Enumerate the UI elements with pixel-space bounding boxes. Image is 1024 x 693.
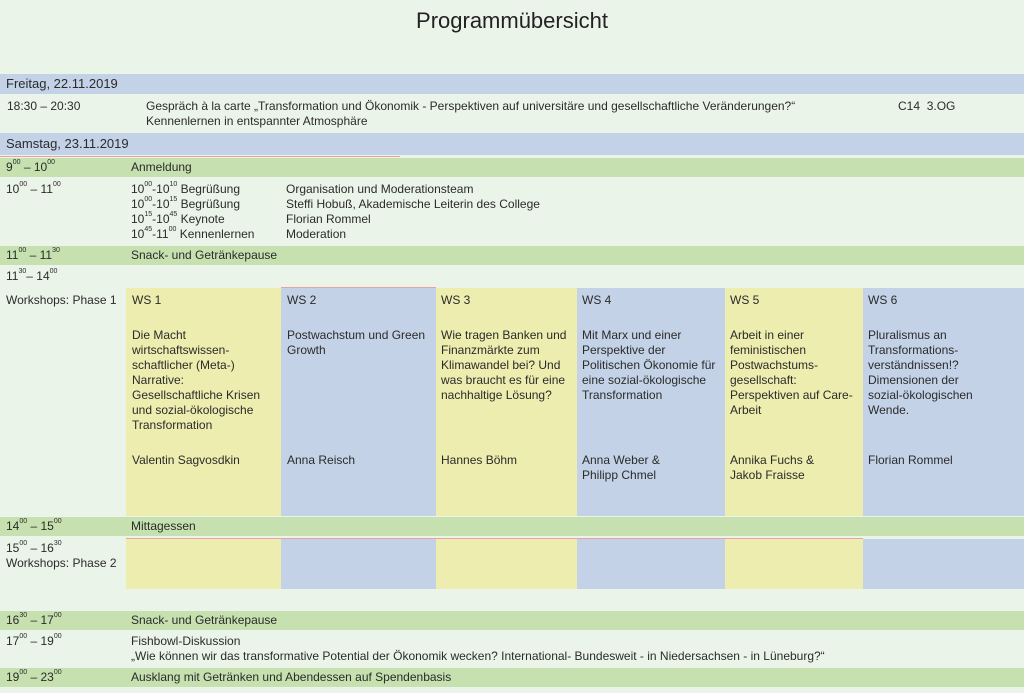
day-header-friday	[0, 74, 1024, 94]
room-number: C14	[898, 99, 921, 113]
workshop-id: WS 6	[868, 293, 898, 307]
workshop-host: Anna Weber & Philipp Chmel	[582, 453, 660, 482]
workshop-id: WS 5	[730, 293, 760, 307]
session-item: $10^{00}-10^{15}$ Begrüßung Steffi Hobuß, Akademische Leiterin des College	[131, 196, 540, 211]
workshop-ws5	[725, 288, 863, 516]
friday-event-line2: Kennenlernen in entspannter Atmosphäre	[146, 114, 368, 128]
day-date: Samstag, 23.11.2019	[6, 136, 129, 151]
workshop-slot	[577, 539, 725, 589]
page-title: Programmübersicht	[416, 8, 608, 33]
row-label: Snack- und Getränkepause	[131, 248, 278, 262]
row-time: $15^{00} - 16^{30}$	[6, 540, 62, 555]
workshop-title: Die Macht wirtschaftswissen-schaftlicher (Meta-) Narrative: Gesellschaftliche Krisen und sozial-ökologische Transformation	[132, 328, 261, 432]
workshop-slot	[436, 539, 577, 589]
workshop-ws2	[281, 288, 436, 516]
fishbowl-question: „Wie können wir das transformative Potential der Ökonomik wecken? International- Bundesweit - in Niedersachsen - in Lüneburg?“	[131, 649, 825, 663]
row-time: $19^{00} - 23^{00}$	[6, 669, 62, 684]
workshop-ws3	[436, 288, 577, 516]
workshop-id: WS 3	[441, 293, 471, 307]
workshop-ws6	[863, 288, 1024, 516]
row-label: Mittagessen	[131, 519, 196, 533]
row-time: $11^{30}-$ $14^{00}$	[6, 268, 58, 283]
workshop-slot	[863, 539, 1024, 589]
workshop-slot	[725, 539, 863, 589]
friday-room	[898, 99, 955, 114]
row-time: $17^{00} - 19^{00}$	[6, 633, 62, 648]
phase-label: Workshops: Phase 1	[6, 293, 117, 307]
schedule-row-lunch	[0, 517, 1024, 536]
divider	[281, 287, 436, 288]
fishbowl-title: Fishbowl-Diskussion	[131, 634, 241, 648]
workshop-host: Anna Reisch	[287, 453, 356, 467]
divider	[126, 538, 863, 539]
row-time: $10^{00} - 11^{00}$	[6, 181, 61, 196]
session-item: $10^{45}-11^{00}$ Kennenlernen Moderation	[131, 226, 347, 241]
workshop-slot	[126, 539, 281, 589]
workshop-title: Arbeit in einer feministischen Postwachstums-gesellschaft: Perspektiven auf Care-Arbeit	[730, 328, 853, 417]
workshop-host: Florian Rommel	[868, 453, 953, 467]
workshop-title: Pluralismus an Transformations-verständnissen!? Dimensionen der sozial-ökologischen Wende.	[868, 328, 973, 417]
row-time: $16^{30} - 17^{00}$	[6, 612, 62, 627]
session-item: $10^{00}-10^{10}$ Begrüßung Organisation und Moderationsteam	[131, 181, 474, 196]
phase-label: Workshops: Phase 2	[6, 556, 117, 570]
workshop-title: Mit Marx und einer Perspektive der Politischen Ökonomie für eine sozial-ökologische Transformation	[582, 328, 716, 402]
row-label: Anmeldung	[131, 160, 192, 174]
workshop-title: Postwachstum und Green Growth	[287, 328, 426, 357]
workshop-slot	[281, 539, 436, 589]
workshop-host: Valentin Sagvosdkin	[132, 453, 240, 467]
row-label: Snack- und Getränkepause	[131, 613, 278, 627]
workshop-id: WS 1	[132, 293, 162, 307]
workshop-ws1	[126, 288, 281, 516]
schedule-row-closing	[0, 668, 1024, 687]
divider	[0, 156, 400, 157]
friday-event-line1: Gespräch à la carte „Transformation und Ökonomik - Perspektiven auf universitäre und gesellschaftliche Veränderungen?“	[146, 99, 796, 113]
schedule-row-break	[0, 611, 1024, 630]
workshop-host: Annika Fuchs & Jakob Fraisse	[730, 453, 815, 482]
schedule-row-registration	[0, 158, 1024, 177]
workshop-id: WS 4	[582, 293, 612, 307]
workshop-host: Hannes Böhm	[441, 453, 518, 467]
row-time: $9^{00} - 10^{00}$	[6, 159, 55, 174]
row-label: Ausklang mit Getränken und Abendessen auf Spendenbasis	[131, 670, 452, 684]
workshop-ws4	[577, 288, 725, 516]
opening-sessions	[131, 182, 731, 242]
room-floor: 3.OG	[926, 99, 956, 113]
friday-time: 18:30 – 20:30	[7, 99, 81, 113]
day-date: Freitag, 22.11.2019	[6, 76, 118, 91]
row-time: $11^{00} - 11^{30}$	[6, 247, 60, 262]
session-item: $10^{15}-10^{45}$ Keynote Florian Rommel	[131, 211, 371, 226]
workshop-title: Wie tragen Banken und Finanzmärkte zum Klimawandel bei? Und was braucht es für eine nachhaltige Lösung?	[441, 328, 567, 402]
row-time: $14^{00} - 15^{00}$	[6, 518, 62, 533]
workshop-id: WS 2	[287, 293, 317, 307]
day-header-saturday	[0, 133, 1024, 155]
schedule-row-break	[0, 246, 1024, 265]
